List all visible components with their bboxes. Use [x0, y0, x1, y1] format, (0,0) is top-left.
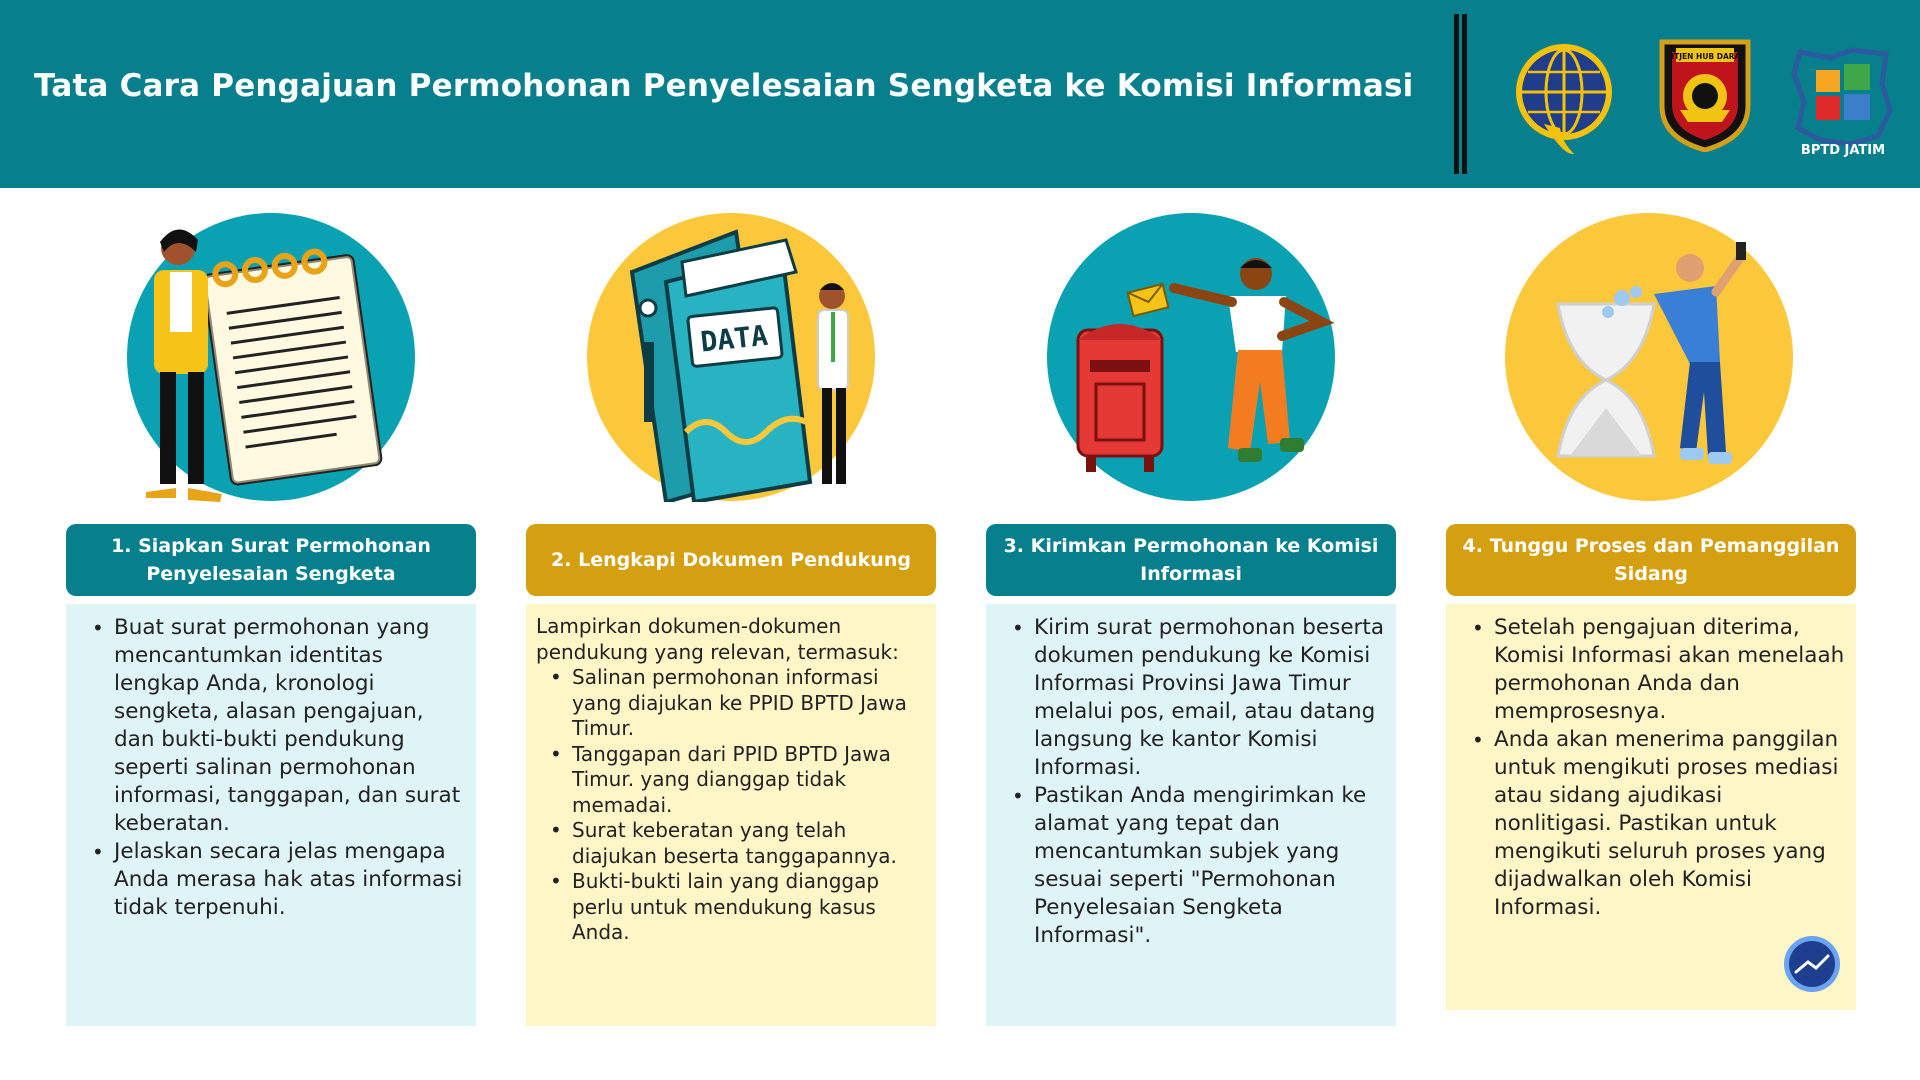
- list-item: • Pastikan Anda mengirimkan ke alamat yang tepat dan mencantumkan subjek yang sesuai seperti "Permohonan Penyelesaian Sengketa Informasi".: [996, 782, 1386, 950]
- list-item: • Buat surat permohonan yang mencantumkan identitas lengkap Anda, kronologi sengketa, alasan pengajuan, dan bukti-bukti pendukung seperti salinan permohonan informasi, tanggapan, dan surat keberatan.: [76, 614, 466, 838]
- bptd-jatim-logo: [1790, 44, 1896, 162]
- step-1-body: [66, 604, 476, 1026]
- man-posting-letter-illustration: [1046, 212, 1336, 502]
- list-item: • Salinan permohonan informasi yang diajukan ke PPID BPTD Jawa Timur.: [536, 665, 926, 742]
- header-banner: [0, 0, 1920, 188]
- step-2-body: [526, 604, 936, 1026]
- svg-text:BPTD JATIM: BPTD JATIM: [1800, 143, 1886, 158]
- list-item: • Kirim surat permohonan beserta dokumen pendukung ke Komisi Informasi Provinsi Jawa Timur melalui pos, email, atau datang langsung ke kantor Komisi Informasi.: [996, 614, 1386, 782]
- step-2-bullets: [536, 665, 926, 946]
- kemenhub-logo: [1514, 32, 1620, 156]
- step-3-body: [986, 604, 1396, 1026]
- step-4-bullets: [1456, 614, 1846, 922]
- svg-text:DITJEN HUB DARAT: DITJEN HUB DARAT: [1665, 52, 1745, 61]
- step-4-title: 4. Tunggu Proses dan Pemanggilan Sidang: [1446, 524, 1856, 596]
- step-2-intro: Lampirkan dokumen-dokumen pendukung yang relevan, termasuk:: [536, 614, 899, 664]
- list-item: • Setelah pengajuan diterima, Komisi Informasi akan menelaah permohonan Anda dan memprosesnya.: [1456, 614, 1846, 726]
- header-divider: [1454, 14, 1459, 174]
- step-3-title: 3. Kirimkan Permohonan ke Komisi Informasi: [986, 524, 1396, 596]
- header-divider: [1462, 14, 1467, 174]
- data-binder-illustration: [586, 212, 876, 502]
- ditjen-hubdat-logo: [1656, 36, 1754, 152]
- clock-icon: [1782, 934, 1842, 994]
- page-title: Tata Cara Pengajuan Permohonan Penyelesaian Sengketa ke Komisi Informasi: [34, 68, 1414, 104]
- step-3-bullets: [996, 614, 1386, 950]
- list-item: • Jelaskan secara jelas mengapa Anda merasa hak atas informasi tidak terpenuhi.: [76, 838, 466, 922]
- man-on-hourglass-illustration: [1504, 212, 1794, 502]
- list-item: • Bukti-bukti lain yang dianggap perlu untuk mendukung kasus Anda.: [536, 869, 926, 946]
- list-item: • Tanggapan dari PPID BPTD Jawa Timur. yang dianggap tidak memadai.: [536, 742, 926, 819]
- step-2-title: 2. Lengkapi Dokumen Pendukung: [526, 524, 936, 596]
- woman-with-notepad-illustration: [126, 212, 416, 502]
- step-1-title: 1. Siapkan Surat Permohonan Penyelesaian Sengketa: [66, 524, 476, 596]
- svg-text:DATA: DATA: [698, 318, 770, 359]
- list-item: • Surat keberatan yang telah diajukan beserta tanggapannya.: [536, 818, 926, 869]
- list-item: • Anda akan menerima panggilan untuk mengikuti proses mediasi atau sidang ajudikasi nonlitigasi. Pastikan untuk mengikuti seluruh proses yang dijadwalkan oleh Komisi Informasi.: [1456, 726, 1846, 922]
- step-1-bullets: [76, 614, 466, 922]
